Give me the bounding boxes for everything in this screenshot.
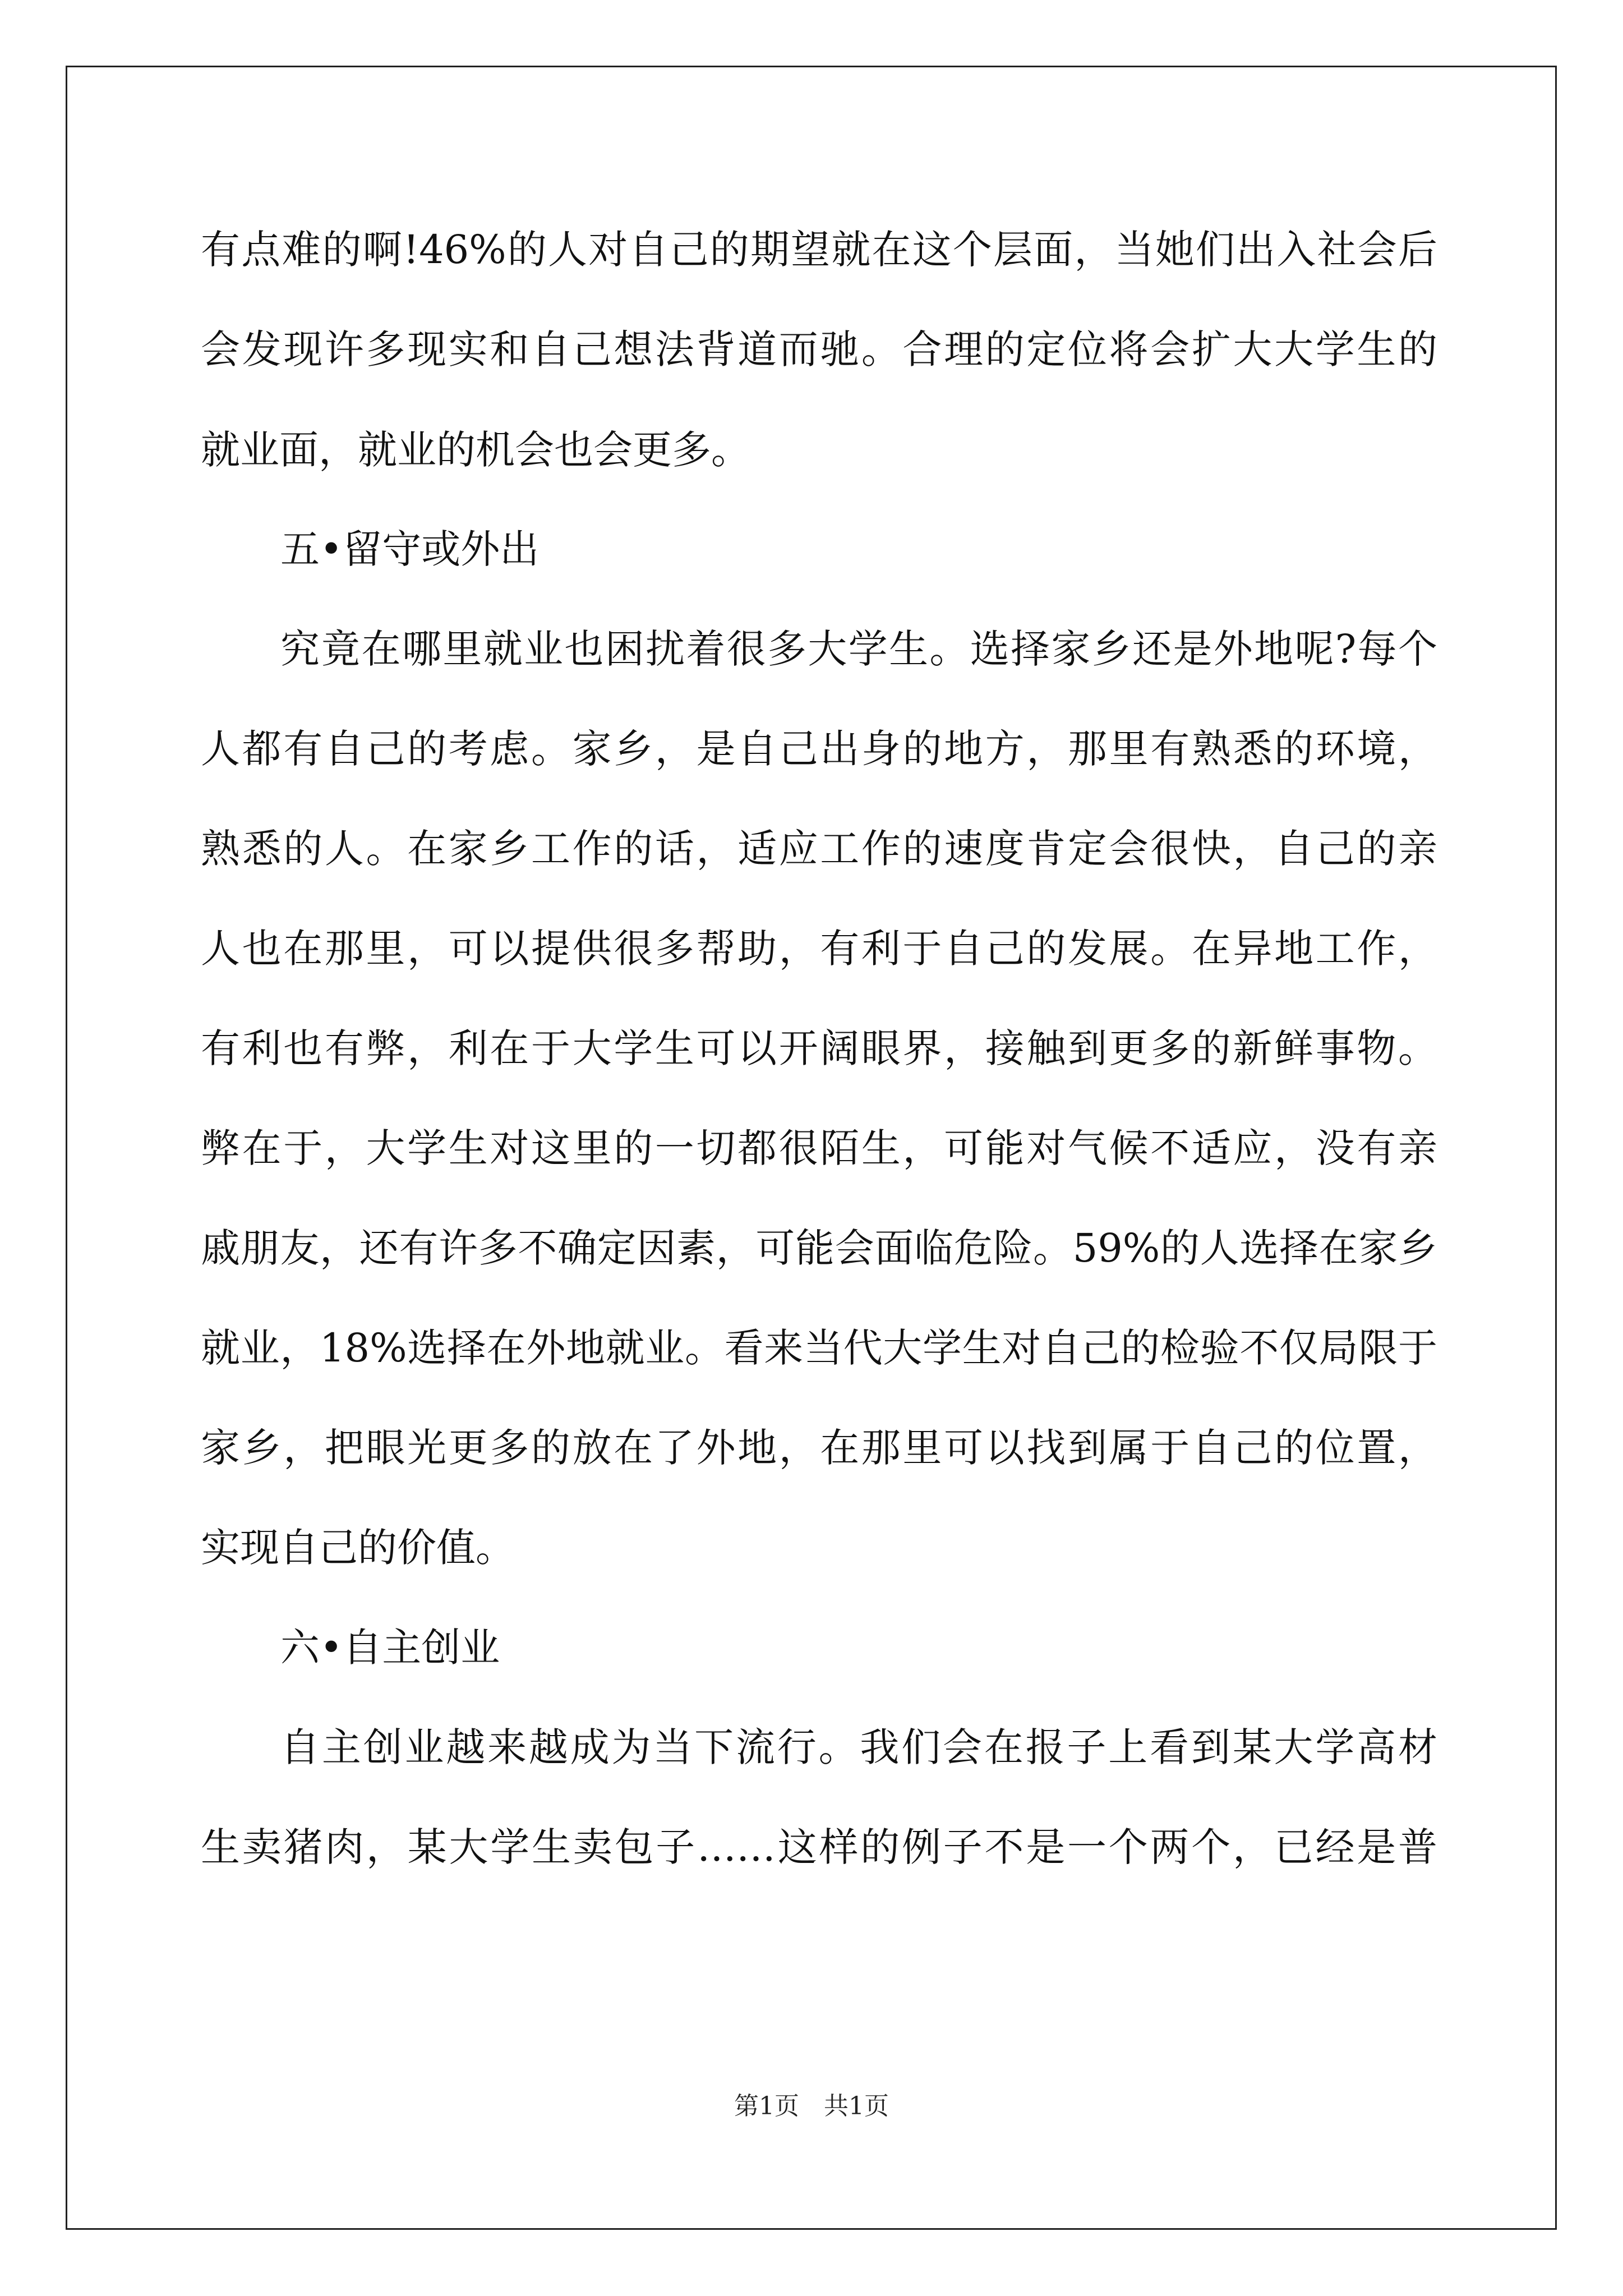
- section-heading: 六•自主创业: [280, 1625, 500, 1671]
- paragraph-line: 有利也有弊，利在于大学生可以开阔眼界，接触到更多的新鲜事物。: [201, 1025, 1437, 1071]
- section-heading: 五•留守或外出: [280, 526, 540, 572]
- paragraph-line: 熟悉的人。在家乡工作的话，适应工作的速度肯定会很快，自己的亲: [201, 826, 1437, 872]
- paragraph-line: 自主创业越来越成为当下流行。我们会在报子上看到某大学高材: [280, 1724, 1437, 1770]
- paragraph-line: 生卖猪肉，某大学生卖包子……这样的例子不是一个两个，已经是普: [201, 1824, 1437, 1870]
- paragraph-line: 人都有自己的考虑。家乡，是自己出身的地方，那里有熟悉的环境，: [201, 726, 1437, 772]
- paragraph-line: 就业面，就业的机会也会更多。: [201, 427, 750, 473]
- paragraph-line: 戚朋友，还有许多不确定因素，可能会面临危险。59%的人选择在家乡: [201, 1225, 1437, 1271]
- paragraph-line: 有点难的啊!46%的人对自己的期望就在这个层面，当她们出入社会后: [201, 227, 1437, 273]
- paragraph-line: 人也在那里，可以提供很多帮助，有利于自己的发展。在异地工作，: [201, 926, 1437, 972]
- paragraph-line: 会发现许多现实和自己想法背道而驰。合理的定位将会扩大大学生的: [201, 326, 1437, 372]
- paragraph-line: 弊在于，大学生对这里的一切都很陌生，可能对气候不适应，没有亲: [201, 1125, 1437, 1171]
- paragraph-line: 实现自己的价值。: [201, 1525, 515, 1571]
- paragraph-line: 就业，18%选择在外地就业。看来当代大学生对自己的检验不仅局限于: [201, 1325, 1437, 1371]
- paragraph-line: 究竟在哪里就业也困扰着很多大学生。选择家乡还是外地呢?每个: [280, 626, 1437, 672]
- page-footer: 第1页 共1页: [734, 2092, 889, 2120]
- paragraph-line: 家乡，把眼光更多的放在了外地，在那里可以找到属于自己的位置，: [201, 1425, 1437, 1471]
